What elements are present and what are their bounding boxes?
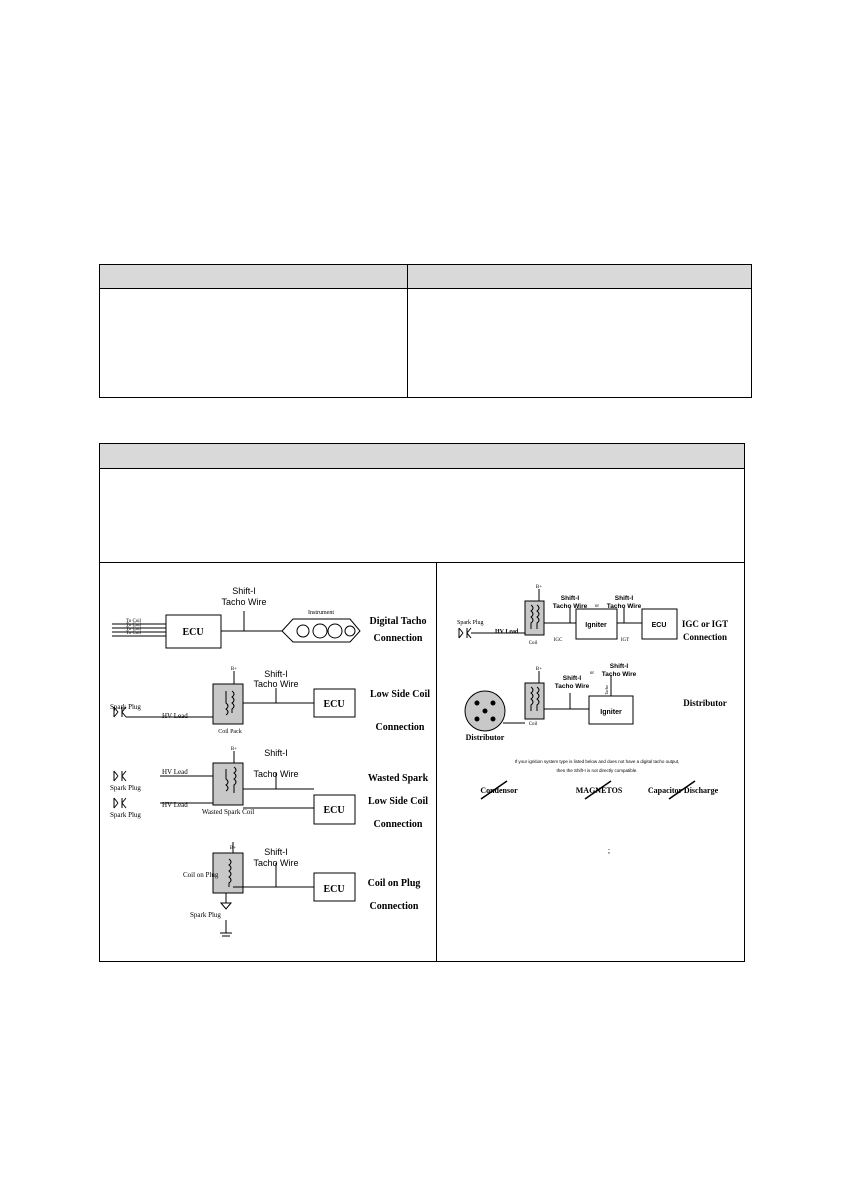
low-side-caption: Low Side Coil xyxy=(369,689,431,700)
coil-label: Coil xyxy=(528,641,538,646)
tacho-wire-label: Tacho Wire xyxy=(601,671,637,678)
to-coil-label: To Coil xyxy=(126,627,142,632)
tacho-wire-label: Shift-I xyxy=(609,663,629,670)
magnetos-label: MAGNETOS xyxy=(575,786,623,795)
hv-lead-label: HV Lead xyxy=(162,712,188,720)
igt-label: IGT xyxy=(620,638,630,643)
wasted-spark-coil-label: Wasted Spark Coil xyxy=(201,808,255,816)
ecu-label: ECU xyxy=(323,805,345,816)
top-table xyxy=(99,264,752,398)
hv-lead-label: HV Lead xyxy=(162,768,188,776)
compat-note: If your ignition system type is listed below and does not have a digital tacho output, xyxy=(514,759,680,764)
coil-block xyxy=(525,683,544,719)
igc-igt-caption: Connection xyxy=(682,632,728,642)
tacho-wire-label: Shift-I xyxy=(264,669,288,679)
tacho-wire-label: Tacho Wire xyxy=(253,858,299,868)
igniter-label: Igniter xyxy=(600,709,622,716)
wasted-spark-caption: Low Side Coil xyxy=(367,796,429,807)
coil-on-plug-label: Coil on Plug xyxy=(183,871,219,879)
b-plus-label: B+ xyxy=(230,667,238,672)
tacho-wire-label: Shift-I xyxy=(232,586,256,596)
distributor-diagram xyxy=(465,671,633,731)
tacho-wire-label: Shift-I xyxy=(264,748,288,758)
distributor-caption: Distributor xyxy=(683,698,727,708)
low-side-coil-diagram xyxy=(114,671,355,724)
hv-lead-label: HV Lead xyxy=(162,801,188,809)
left-diagram-panel xyxy=(100,563,434,959)
spark-plug-label: Spark Plug xyxy=(190,911,221,919)
tacho-wire-label: Tacho Wire xyxy=(221,597,267,607)
tacho-small-label: Tacho xyxy=(604,685,609,695)
b-plus-label: B+ xyxy=(535,667,543,672)
capacitor-discharge-label: Capacitor Discharge xyxy=(647,786,719,795)
compat-note: then the Shift-I is not directly compatible. xyxy=(556,768,638,773)
igniter-label: Igniter xyxy=(585,622,607,629)
spark-plug-label: Spark Plug xyxy=(110,784,141,792)
igc-label: IGC xyxy=(553,638,563,643)
coil-label: Coil xyxy=(528,722,538,727)
or-label: or xyxy=(589,671,595,676)
b-plus-label: B+ xyxy=(229,846,237,851)
to-coil-label: To Coil xyxy=(126,631,142,636)
wasted-spark-caption: Connection xyxy=(373,819,423,830)
tacho-wire-label: Shift-I xyxy=(614,595,634,602)
top-table-divider xyxy=(407,265,408,397)
tacho-wire-label: Tacho Wire xyxy=(552,603,588,610)
ecu-label: ECU xyxy=(182,627,204,638)
top-table-header xyxy=(100,265,751,289)
stray-mark: ; xyxy=(607,846,611,855)
coil-pack-block xyxy=(213,684,243,724)
instrument-cluster xyxy=(282,619,360,642)
ecu-label: ECU xyxy=(323,884,345,895)
digital-tacho-caption: Digital Tacho xyxy=(369,616,427,627)
hv-lead-label: HV Lead xyxy=(495,629,519,635)
coil-on-plug-caption: Connection xyxy=(369,901,419,912)
coil-pack-label: Coil Pack xyxy=(218,729,242,735)
ecu-label: ECU xyxy=(323,699,345,710)
tacho-wire-label: Shift-I xyxy=(560,595,580,602)
or-label: or xyxy=(594,604,600,609)
tacho-wire-label: Tacho Wire xyxy=(253,679,299,689)
coil-block xyxy=(213,763,243,805)
to-coil-label: To Coil xyxy=(126,619,142,624)
b-plus-label: B+ xyxy=(535,585,543,590)
digital-tacho-caption: Connection xyxy=(373,633,423,644)
spark-plug-label: Spark Plug xyxy=(457,620,484,626)
tacho-wire-label: Shift-I xyxy=(264,847,288,857)
distributor-label: Distributor xyxy=(465,733,505,742)
igc-igt-caption: IGC or IGT xyxy=(681,619,729,629)
wasted-spark-caption: Wasted Spark xyxy=(367,773,429,784)
spark-plug-label: Spark Plug xyxy=(110,811,141,819)
spark-plug-label: Spark Plug xyxy=(110,703,141,711)
tacho-wire-label: Tacho Wire xyxy=(606,603,642,610)
condensor-label: Condensor xyxy=(480,786,518,795)
tacho-wire-label: Shift-I xyxy=(562,675,582,682)
wiring-table-header xyxy=(100,444,744,469)
to-coil-label: To Coil xyxy=(126,623,142,628)
coil-block xyxy=(525,601,544,635)
digital-tacho-diagram xyxy=(112,611,360,648)
coil-on-plug-caption: Coil on Plug xyxy=(367,878,421,889)
right-diagram-panel xyxy=(437,563,743,959)
instrument-label: Instrument xyxy=(308,610,334,616)
ecu-label: ECU xyxy=(651,622,667,629)
tacho-wire-label: Tacho Wire xyxy=(253,769,299,779)
low-side-caption: Connection xyxy=(375,722,425,733)
tacho-wire-label: Tacho Wire xyxy=(554,683,590,690)
b-plus-label: B+ xyxy=(230,747,238,752)
